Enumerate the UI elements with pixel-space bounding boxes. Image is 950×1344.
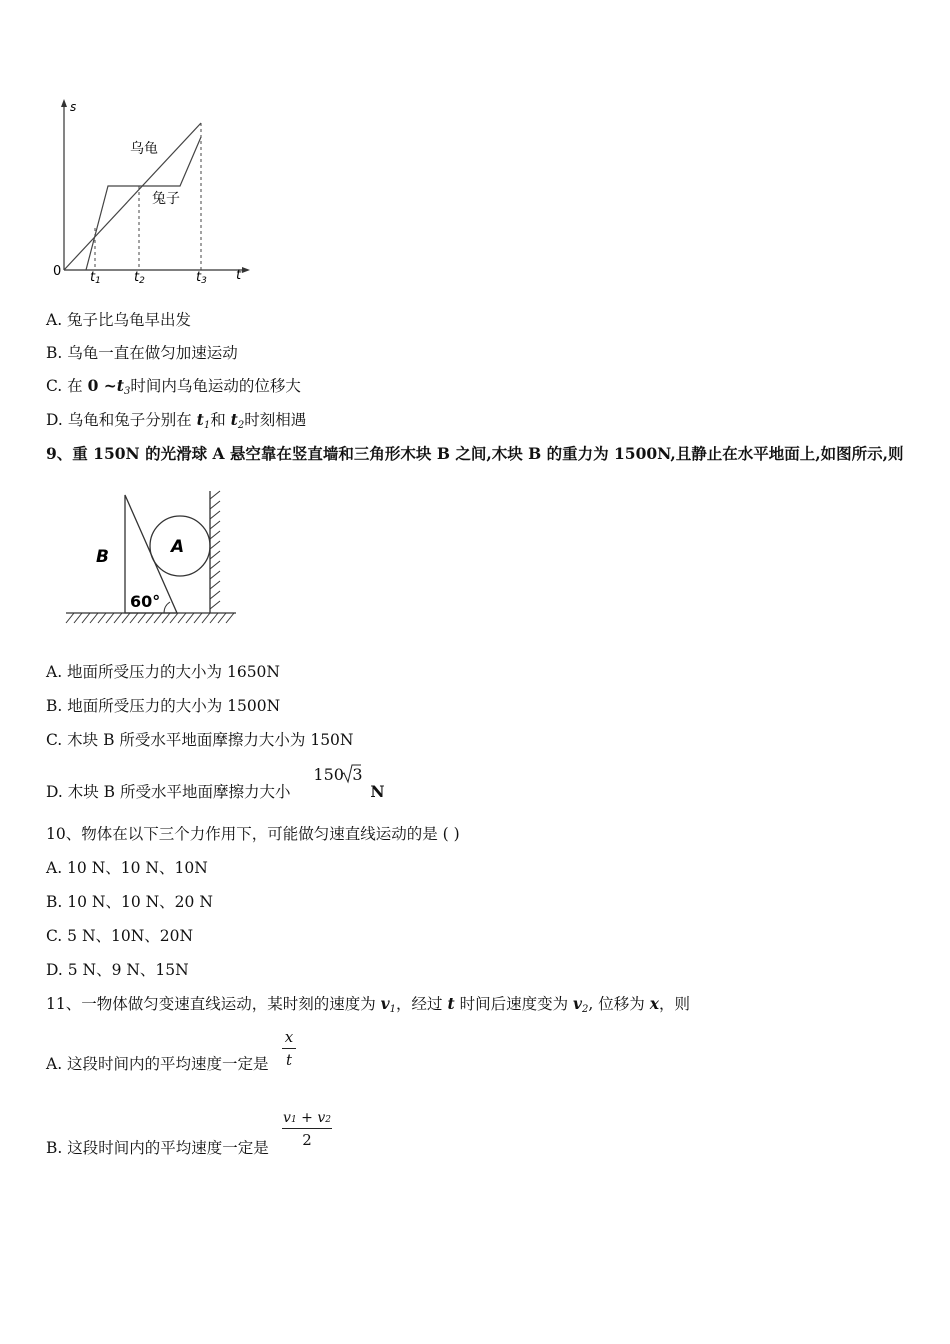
fraction-x-over-t: x t: [282, 1028, 296, 1069]
wedge-ball-figure: [60, 485, 245, 630]
t3-label: t3: [196, 270, 207, 286]
q9-option-c: C. 木块 B 所受水平地面摩擦力大小为 150N: [46, 731, 354, 749]
q9-option-d: D. 木块 B 所受水平地面摩擦力大小 150 3 N: [46, 765, 385, 801]
angle-label: 60°: [130, 592, 161, 611]
q10-stem: 10、物体在以下三个力作用下，可能做匀速直线运动的是 ( ): [46, 825, 460, 843]
q11-option-b: B. 这段时间内的平均速度一定是: [46, 1139, 269, 1157]
q10-option-d: D. 5 N、9 N、15N: [46, 961, 189, 979]
q10-option-b: B. 10 N、10 N、20 N: [46, 893, 213, 911]
coef-150: 150: [313, 765, 344, 784]
label-a: A: [171, 537, 185, 557]
fraction-v1-plus-v2-over-2: v1 + v2 2: [283, 1110, 331, 1149]
q11-option-a: A. 这段时间内的平均速度一定是: [46, 1055, 269, 1073]
axis-t-label: t: [236, 268, 242, 283]
axis-s-label: s: [70, 100, 77, 114]
tortoise-label: 乌龟: [130, 141, 158, 157]
q9-option-b: B. 地面所受压力的大小为 1500N: [46, 697, 281, 715]
q10-option-c: C. 5 N、10N、20N: [46, 927, 194, 945]
q9-option-a: A. 地面所受压力的大小为 1650N: [46, 663, 280, 681]
q9-stem: 9、重 150N 的光滑球 A 悬空靠在竖直墙和三角形木块 B 之间,木块 B 的重力为 1500N,且静止在水平地面上,如图所示,则: [46, 444, 904, 463]
q8-option-b: B. 乌龟一直在做匀加速运动: [46, 344, 238, 362]
q11-stem: 11、一物体做匀变速直线运动，某时刻的速度为 $v_1$，经过 t 时间后速度变为 $v_2$, 位移为 x，则: [46, 994, 690, 1015]
q8-option-d: D. 乌龟和兔子分别在 $t_1$和 $t_2$时刻相遇: [46, 410, 307, 431]
q10-option-a: A. 10 N、10 N、10N: [46, 859, 208, 877]
t2-label: t2: [134, 270, 145, 286]
q8-option-a: A. 兔子比乌龟早出发: [46, 311, 192, 329]
rabbit-label: 兔子: [152, 191, 180, 207]
radicand-3: 3: [352, 765, 363, 784]
st-graph: [50, 95, 260, 290]
t1-label: t1: [90, 270, 101, 286]
origin-label: 0: [53, 264, 62, 279]
q8-option-c: C. 在 0 $\sim t_3$时间内乌龟运动的位移大: [46, 376, 301, 397]
label-b: B: [96, 547, 109, 567]
